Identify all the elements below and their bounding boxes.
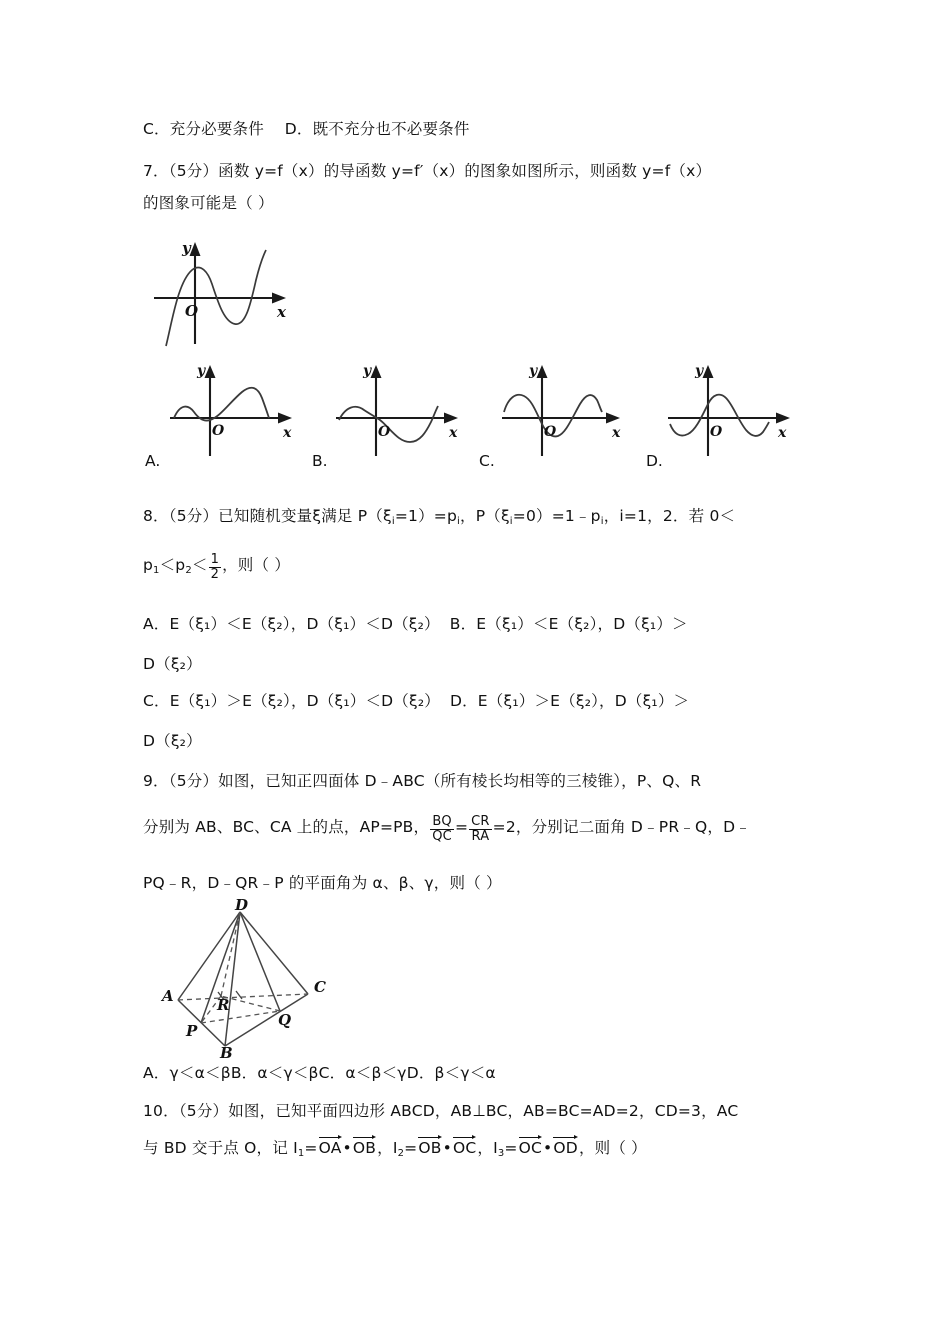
q10-sub-1: 1	[297, 1148, 305, 1159]
q7-stem-line1: 7．（5分）函数 y=f（x）的导函数 y=f′（x）的图象如图所示，则函数 y=f（x）	[143, 162, 712, 180]
svg-text:O: O	[544, 424, 557, 440]
q8-option-b[interactable]: B．E（ξ₁）＜E（ξ₂），D（ξ₁）＞	[449, 615, 688, 633]
svg-text:x: x	[778, 425, 787, 441]
y-axis-label: y	[182, 239, 191, 257]
vector-oc-2	[519, 1134, 542, 1159]
vector-oc	[453, 1134, 476, 1159]
vector-arrow-icon	[418, 1135, 441, 1140]
q10-dot-1: •	[342, 1139, 352, 1157]
q8-option-d-wrap: D（ξ₂）	[143, 732, 202, 750]
q9-stem-line3: PQ﹣R，D﹣QR﹣P 的平面角为 α、β、γ，则（ ）	[143, 874, 502, 892]
q9-frac2-numerator: CR	[471, 814, 490, 829]
vector-arrow-icon	[553, 1135, 578, 1140]
q8-sub-i-4: i	[600, 516, 604, 527]
vector-oc2-text: OC	[518, 1139, 543, 1157]
q7-option-d-label[interactable]: D.	[646, 452, 663, 470]
q10-dot-3: •	[543, 1139, 553, 1157]
svg-text:O: O	[710, 424, 723, 440]
origin-label: O	[185, 302, 199, 320]
q9-fraction-bq-qc	[430, 815, 454, 844]
point-label-q: Q	[278, 1011, 292, 1029]
q8-option-b-wrap: D（ξ₂）	[143, 655, 202, 673]
q9-stem-line1: 9．（5分）如图，已知正四面体 D﹣ABC（所有棱长均相等的三棱锥），P、Q、R	[143, 772, 702, 790]
vector-ob-2	[418, 1134, 441, 1159]
tetrahedron-diagram	[160, 898, 410, 1058]
q7-option-a-label[interactable]: A.	[145, 452, 161, 470]
q9-frac2-denominator: RA	[469, 829, 492, 844]
vertex-label-a: A	[162, 987, 174, 1005]
vector-oc-text: OC	[452, 1139, 477, 1157]
q8-option-a[interactable]: A．E（ξ₁）＜E（ξ₂），D（ξ₁）＜D（ξ₂）	[143, 615, 440, 633]
vector-arrow-icon	[519, 1135, 542, 1140]
q9-stem-line2	[143, 815, 751, 844]
q8-stem-line1	[143, 505, 735, 533]
q10-dot-2: •	[442, 1139, 452, 1157]
q8-frac-denominator: 2	[210, 567, 220, 582]
q7-stem-line2: 的图象可能是（ ）	[143, 194, 274, 212]
q9-answer-c[interactable]: C．	[318, 1064, 346, 1082]
q10-stem-line2	[143, 1134, 647, 1165]
q9-fraction-cr-ra	[469, 815, 492, 844]
option-d-graph	[666, 362, 806, 458]
q8-stem-c: ，P（ξ	[460, 507, 510, 525]
q6-options-tail: C．充分必要条件 D．既不充分也不必要条件	[143, 120, 470, 138]
q9-frac1-numerator: BQ	[432, 814, 452, 829]
q8-option-d[interactable]: D．E（ξ₁）＞E（ξ₂），D（ξ₁）＞	[449, 692, 690, 710]
q8-stem-a: 8．（5分）已知随机变量ξ满足 P（ξ	[143, 507, 392, 525]
q10-eq-2: =	[404, 1139, 418, 1157]
svg-text:y: y	[363, 363, 372, 379]
vector-arrow-icon	[453, 1135, 476, 1140]
vector-ob2-text: OB	[418, 1139, 442, 1157]
q8-lt2: ＜	[191, 556, 208, 574]
q9-answer-b-val[interactable]: α＜γ＜β	[257, 1064, 319, 1082]
q9-answer-a-val[interactable]: γ＜α＜β	[169, 1064, 231, 1082]
q8-sub-i-1: i	[391, 516, 395, 527]
option-b-graph	[334, 362, 474, 458]
q8-stem-e: ，i=1，2．若 0＜	[603, 507, 736, 525]
q8-frac-numerator: 1	[210, 552, 220, 567]
q8-option-c[interactable]: C．E（ξ₁）＞E（ξ₂），D（ξ₁）＜D（ξ₂）	[143, 692, 440, 710]
svg-text:y: y	[529, 363, 538, 379]
x-axis-label: x	[277, 303, 286, 321]
q8-lt1: ＜p	[159, 556, 186, 574]
q9-answer-d[interactable]: D．	[406, 1064, 435, 1082]
svg-text:x: x	[283, 425, 292, 441]
q9-equals: =	[454, 818, 469, 836]
q10-stem-line1: 10．（5分）如图，已知平面四边形 ABCD，AB⊥BC，AB=BC=AD=2，CD=3，AC	[143, 1102, 739, 1120]
q8-sub-i-3: i	[509, 516, 513, 527]
vector-oa	[319, 1134, 342, 1159]
q9-frac1-denominator: QC	[432, 829, 452, 844]
derivative-graph	[152, 236, 292, 348]
q10-sub-3: 3	[497, 1148, 505, 1159]
vector-oa-text: OA	[318, 1139, 342, 1157]
q7-option-c-label[interactable]: C.	[479, 452, 495, 470]
vector-arrow-icon	[353, 1135, 376, 1140]
q9-answers-line	[143, 1062, 496, 1084]
vertex-label-b: B	[220, 1044, 233, 1058]
q9-answer-c-val[interactable]: α＜β＜γ	[345, 1064, 407, 1082]
svg-text:O: O	[212, 423, 225, 439]
q10-eq-1: =	[304, 1139, 318, 1157]
q8-p2-sub: 2	[185, 565, 192, 576]
q10-line2-c: ，I	[477, 1139, 498, 1157]
q10-eq-3: =	[504, 1139, 518, 1157]
q8-stem-line2	[143, 553, 290, 582]
svg-text:x: x	[449, 425, 458, 441]
svg-text:x: x	[612, 425, 621, 441]
point-label-p: P	[186, 1022, 198, 1040]
option-c-graph	[500, 362, 640, 458]
vertex-label-c: C	[314, 978, 326, 996]
q10-sub-2: 2	[397, 1148, 405, 1159]
q8-option-ab-line	[143, 613, 688, 635]
q7-option-b-label[interactable]: B.	[312, 452, 328, 470]
q8-sub-i-2: i	[457, 516, 460, 527]
q9-line2-b: =2，分别记二面角 D﹣PR﹣Q，D﹣	[492, 818, 751, 836]
vector-od-text: OD	[553, 1139, 578, 1157]
svg-text:O: O	[378, 424, 391, 440]
q8-half-fraction	[209, 553, 221, 582]
q9-line2-a: 分别为 AB、BC、CA 上的点，AP=PB，	[143, 818, 430, 836]
q8-tail: ，则（ ）	[222, 556, 291, 574]
q10-line2-b: ，I	[377, 1139, 398, 1157]
q8-option-cd-line	[143, 690, 689, 712]
vector-od	[553, 1134, 578, 1159]
svg-text:y: y	[695, 363, 704, 379]
q8-stem-b: =1）=p	[394, 507, 458, 525]
svg-text:y: y	[197, 363, 206, 379]
q10-line2-a: 与 BD 交于点 O，记 I	[143, 1139, 298, 1157]
vector-arrow-icon	[319, 1135, 342, 1140]
point-label-r: R	[217, 996, 230, 1014]
q8-p1-sub: 1	[153, 565, 160, 576]
q9-answer-d-val[interactable]: β＜γ＜α	[434, 1064, 496, 1082]
q8-p1: p	[143, 556, 154, 574]
option-a-graph	[168, 362, 308, 458]
vector-ob	[353, 1134, 376, 1159]
q8-stem-d: =0）=1﹣p	[512, 507, 601, 525]
vector-ob-text: OB	[352, 1139, 377, 1157]
vertex-label-d: D	[235, 898, 249, 914]
q9-answer-b[interactable]: B．	[230, 1064, 258, 1082]
q9-answer-a[interactable]: A．	[143, 1064, 170, 1082]
q10-line2-d: ，则（ ）	[578, 1139, 647, 1157]
